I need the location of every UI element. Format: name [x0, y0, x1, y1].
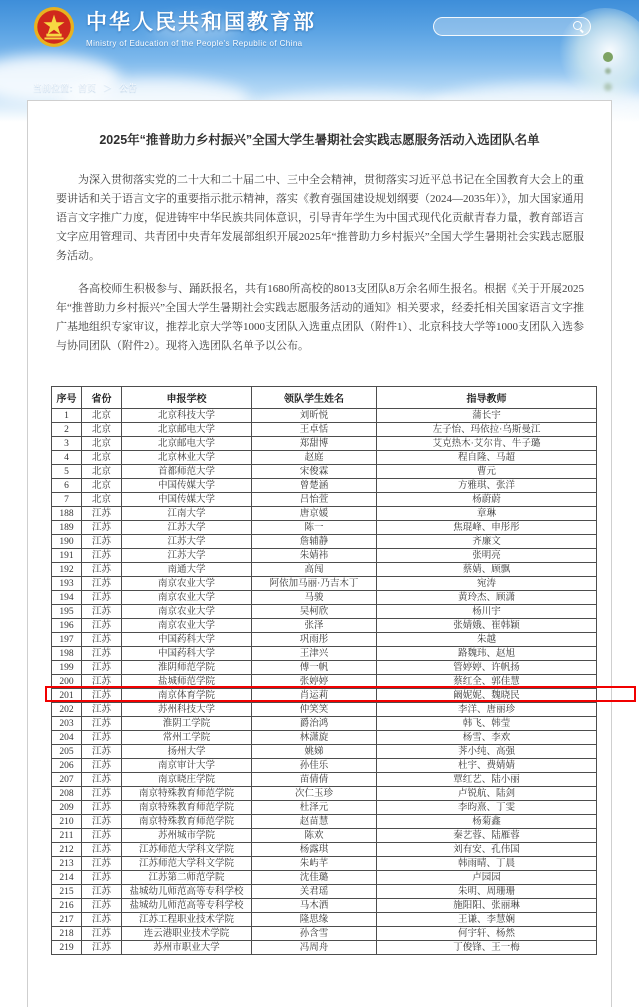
table-cell: 江苏 — [82, 857, 122, 871]
table-row — [52, 689, 597, 703]
table-cell: 路魏玮、赵旭 — [377, 647, 597, 661]
table-cell: 张婷婷 — [252, 675, 377, 689]
table-cell: 章琳 — [377, 507, 597, 521]
column-header-school: 申报学校 — [122, 387, 252, 409]
table-cell: 杨雪、李欢 — [377, 731, 597, 745]
table-row — [52, 423, 597, 437]
table-cell: 200 — [52, 675, 82, 689]
table-cell: 江苏 — [82, 801, 122, 815]
table-cell: 195 — [52, 605, 82, 619]
table-row — [52, 675, 597, 689]
table-cell: 何宇轩、杨然 — [377, 927, 597, 941]
table-cell: 中国药科大学 — [122, 633, 252, 647]
table-cell: 关君瑶 — [252, 885, 377, 899]
column-header-province: 省份 — [82, 387, 122, 409]
breadcrumb — [33, 81, 137, 94]
table-cell: 王卓恬 — [252, 423, 377, 437]
table-cell: 江苏 — [82, 521, 122, 535]
table-cell: 管婷婷、许帆扬 — [377, 661, 597, 675]
column-header-leader: 领队学生姓名 — [252, 387, 377, 409]
table-cell: 210 — [52, 815, 82, 829]
table-cell: 赵庭 — [252, 451, 377, 465]
table-cell: 左子怡、玛依拉·乌斯曼江 — [377, 423, 597, 437]
table-cell: 赵苗慧 — [252, 815, 377, 829]
table-cell: 江苏 — [82, 549, 122, 563]
national-emblem-icon — [33, 6, 75, 48]
table-cell: 吴柯欣 — [252, 605, 377, 619]
table-row — [52, 507, 597, 521]
table-cell: 南京晓庄学院 — [122, 773, 252, 787]
table-cell: 191 — [52, 549, 82, 563]
table-cell: 宋俊霖 — [252, 465, 377, 479]
table-cell: 卢锐航、陆剑 — [377, 787, 597, 801]
table-cell: 江苏 — [82, 717, 122, 731]
table-cell: 204 — [52, 731, 82, 745]
table-cell: 北京 — [82, 465, 122, 479]
table-cell: 江苏大学 — [122, 535, 252, 549]
table-cell: 江苏 — [82, 773, 122, 787]
content-panel — [27, 100, 612, 1007]
table-cell: 江苏 — [82, 927, 122, 941]
table-row — [52, 941, 597, 955]
table-cell: 7 — [52, 493, 82, 507]
table-row — [52, 521, 597, 535]
table-cell: 4 — [52, 451, 82, 465]
table-cell: 唐京媛 — [252, 507, 377, 521]
table-cell: 中国药科大学 — [122, 647, 252, 661]
table-row — [52, 591, 597, 605]
table-cell: 施阳阳、张丽琳 — [377, 899, 597, 913]
breadcrumb-separator: ＞ — [103, 83, 113, 93]
table-cell: 213 — [52, 857, 82, 871]
table-cell: 江苏 — [82, 913, 122, 927]
table-cell: 王津兴 — [252, 647, 377, 661]
table-cell: 北京邮电大学 — [122, 423, 252, 437]
table-cell: 张明亮 — [377, 549, 597, 563]
table-cell: 北京邮电大学 — [122, 437, 252, 451]
site-header — [33, 6, 316, 48]
table-cell: 214 — [52, 871, 82, 885]
table-cell: 江苏 — [82, 689, 122, 703]
table-row — [52, 885, 597, 899]
table-cell: 江苏 — [82, 661, 122, 675]
table-cell: 南京农业大学 — [122, 605, 252, 619]
table-cell: 杨川宇 — [377, 605, 597, 619]
table-cell: 江苏 — [82, 591, 122, 605]
table-cell: 曹元 — [377, 465, 597, 479]
table-cell: 北京 — [82, 451, 122, 465]
table-cell: 206 — [52, 759, 82, 773]
table-row — [52, 409, 597, 423]
table-cell: 傅一帆 — [252, 661, 377, 675]
table-cell: 219 — [52, 941, 82, 955]
table-cell: 常州工学院 — [122, 731, 252, 745]
document-paragraph-1: 为深入贯彻落实党的二十大和二十届二中、三中全会精神，贯彻落实习近平总书记在全国教育大会上的重要讲话和关于语言文字的重要指示批示精神，落实《教育强国建设规划纲要（2024—2035年）》，加大国家通用语言文字推广力度，促进铸牢中华民族共同体意识，引导青年学生为中国式现代化贡献青春力量，教育部语言文字应用管理司、共青团中央青年发展部组织开展2025年“推普助力乡村振兴”全国大学生暑期社会实践志愿服务活动。 — [56, 174, 584, 262]
table-cell: 194 — [52, 591, 82, 605]
table-cell: 高闯 — [252, 563, 377, 577]
table-cell: 刘有安、孔伟国 — [377, 843, 597, 857]
table-cell: 隆思缘 — [252, 913, 377, 927]
table-cell: 211 — [52, 829, 82, 843]
table-cell: 江苏 — [82, 647, 122, 661]
table-cell: 焦琨峰、申彤彤 — [377, 521, 597, 535]
table-cell: 阿依加马丽·乃吉木丁 — [252, 577, 377, 591]
table-cell: 南京农业大学 — [122, 577, 252, 591]
breadcrumb-label: 当前位置： — [33, 83, 79, 93]
table-cell: 马木洒 — [252, 899, 377, 913]
table-cell: 216 — [52, 899, 82, 913]
table-cell: 193 — [52, 577, 82, 591]
table-cell: 江苏 — [82, 619, 122, 633]
table-cell: 方雅琪、张洋 — [377, 479, 597, 493]
table-cell: 江苏师范大学科文学院 — [122, 857, 252, 871]
table-cell: 189 — [52, 521, 82, 535]
table-cell: 张泽 — [252, 619, 377, 633]
table-cell: 江苏 — [82, 745, 122, 759]
table-cell: 南京特殊教育师范学院 — [122, 815, 252, 829]
table-cell: 205 — [52, 745, 82, 759]
table-cell: 江苏大学 — [122, 549, 252, 563]
table-cell: 连云港职业技术学院 — [122, 927, 252, 941]
table-cell: 192 — [52, 563, 82, 577]
table-cell: 盐城幼儿师范高等专科学校 — [122, 899, 252, 913]
table-cell: 南京农业大学 — [122, 591, 252, 605]
table-cell: 北京 — [82, 479, 122, 493]
table-cell: 仲笑笑 — [252, 703, 377, 717]
table-row — [52, 535, 597, 549]
table-cell: 江苏 — [82, 535, 122, 549]
table-cell: 朱屿芊 — [252, 857, 377, 871]
table-cell: 215 — [52, 885, 82, 899]
table-cell: 韩雨晴、丁晨 — [377, 857, 597, 871]
table-cell: 杨蔚蔚 — [377, 493, 597, 507]
table-cell: 北京科技大学 — [122, 409, 252, 423]
table-cell: 190 — [52, 535, 82, 549]
table-cell: 199 — [52, 661, 82, 675]
table-cell: 江南大学 — [122, 507, 252, 521]
table-cell: 淮阴工学院 — [122, 717, 252, 731]
table-cell: 林潇旋 — [252, 731, 377, 745]
table-row — [52, 745, 597, 759]
table-cell: 江苏 — [82, 675, 122, 689]
table-row — [52, 787, 597, 801]
table-cell: 阚妮妮、魏晓民 — [377, 689, 597, 703]
results-table-body — [52, 409, 597, 955]
search-input[interactable] — [434, 18, 572, 35]
table-cell: 盐城师范学院 — [122, 675, 252, 689]
site-title: 中华人民共和国教育部 — [86, 11, 316, 34]
table-cell: 江苏工程职业技术学院 — [122, 913, 252, 927]
table-cell: 江苏 — [82, 703, 122, 717]
table-cell: 北京林业大学 — [122, 451, 252, 465]
table-cell: 杨菊鑫 — [377, 815, 597, 829]
table-cell: 冯周舟 — [252, 941, 377, 955]
table-cell: 曾楚涵 — [252, 479, 377, 493]
table-cell: 齐廉文 — [377, 535, 597, 549]
table-cell: 198 — [52, 647, 82, 661]
table-cell: 韩飞、韩莹 — [377, 717, 597, 731]
table-cell: 首都师范大学 — [122, 465, 252, 479]
table-cell: 詹辅静 — [252, 535, 377, 549]
table-cell: 杨露琪 — [252, 843, 377, 857]
table-cell: 南京体育学院 — [122, 689, 252, 703]
table-cell: 王谦、李慧娴 — [377, 913, 597, 927]
table-row — [52, 899, 597, 913]
table-row — [52, 843, 597, 857]
table-row — [52, 619, 597, 633]
table-cell: 北京 — [82, 409, 122, 423]
table-cell: 吕怡萱 — [252, 493, 377, 507]
table-row — [52, 717, 597, 731]
table-cell: 孙含雪 — [252, 927, 377, 941]
table-cell: 淮阴师范学院 — [122, 661, 252, 675]
breadcrumb-current-link[interactable]: 公告 — [119, 83, 138, 93]
table-cell: 爵治鸿 — [252, 717, 377, 731]
table-row — [52, 759, 597, 773]
table-cell: 盐城幼儿师范高等专科学校 — [122, 885, 252, 899]
table-cell: 江苏师范大学科文学院 — [122, 843, 252, 857]
table-cell: 江苏 — [82, 787, 122, 801]
table-cell: 201 — [52, 689, 82, 703]
table-cell: 卢园园 — [377, 871, 597, 885]
table-cell: 秦艺蓉、陆雁蓉 — [377, 829, 597, 843]
table-cell: 江苏大学 — [122, 521, 252, 535]
column-header-no: 序号 — [52, 387, 82, 409]
page-title: 2025年“推普助力乡村振兴”全国大学生暑期社会实践志愿服务活动入选团队名单 — [99, 133, 540, 147]
table-cell: 196 — [52, 619, 82, 633]
table-row — [52, 773, 597, 787]
table-cell: 苏州科技大学 — [122, 703, 252, 717]
table-cell: 北京 — [82, 423, 122, 437]
table-cell: 扬州大学 — [122, 745, 252, 759]
site-subtitle: Ministry of Education of the People's Republic of China — [86, 39, 303, 48]
table-cell: 苏州城市学院 — [122, 829, 252, 843]
table-cell: 江苏 — [82, 577, 122, 591]
table-cell: 中国传媒大学 — [122, 493, 252, 507]
table-cell: 覃红艺、陆小丽 — [377, 773, 597, 787]
table-cell: 209 — [52, 801, 82, 815]
table-cell: 程自隆、马超 — [377, 451, 597, 465]
table-cell: 苗倩倩 — [252, 773, 377, 787]
table-cell: 黄玲杰、顾潇 — [377, 591, 597, 605]
table-cell: 丁俊锋、王一梅 — [377, 941, 597, 955]
table-cell: 刘昕悦 — [252, 409, 377, 423]
table-cell: 南京审计大学 — [122, 759, 252, 773]
table-cell: 江苏 — [82, 843, 122, 857]
table-cell: 6 — [52, 479, 82, 493]
site-titles — [86, 6, 316, 48]
table-cell: 巩雨彤 — [252, 633, 377, 647]
table-cell: 3 — [52, 437, 82, 451]
search-box[interactable] — [433, 17, 591, 36]
table-cell: 212 — [52, 843, 82, 857]
table-cell: 江苏 — [82, 871, 122, 885]
table-cell: 江苏 — [82, 563, 122, 577]
table-cell: 中国传媒大学 — [122, 479, 252, 493]
table-cell: 218 — [52, 927, 82, 941]
table-row — [52, 479, 597, 493]
table-cell: 沈佳璐 — [252, 871, 377, 885]
table-row — [52, 563, 597, 577]
table-cell: 北京 — [82, 437, 122, 451]
table-cell: 蒲长宇 — [377, 409, 597, 423]
table-cell: 北京 — [82, 493, 122, 507]
table-row — [52, 605, 597, 619]
table-cell: 1 — [52, 409, 82, 423]
table-cell: 陈一 — [252, 521, 377, 535]
table-cell: 江苏第二师范学院 — [122, 871, 252, 885]
table-cell: 孙佳乐 — [252, 759, 377, 773]
table-cell: 李洋、唐丽珍 — [377, 703, 597, 717]
table-cell: 朱越 — [377, 633, 597, 647]
table-row — [52, 815, 597, 829]
column-header-teacher: 指导教师 — [377, 387, 597, 409]
table-row — [52, 661, 597, 675]
table-row — [52, 801, 597, 815]
table-row — [52, 703, 597, 717]
table-cell: 188 — [52, 507, 82, 521]
table-cell: 江苏 — [82, 815, 122, 829]
table-cell: 宛涛 — [377, 577, 597, 591]
table-row — [52, 549, 597, 563]
results-table — [51, 386, 597, 955]
table-cell: 江苏 — [82, 885, 122, 899]
table-row — [52, 577, 597, 591]
table-cell: 5 — [52, 465, 82, 479]
table-cell: 江苏 — [82, 507, 122, 521]
table-row — [52, 871, 597, 885]
table-cell: 南通大学 — [122, 563, 252, 577]
table-cell: 203 — [52, 717, 82, 731]
table-row — [52, 493, 597, 507]
table-cell: 苏州市职业大学 — [122, 941, 252, 955]
table-cell: 江苏 — [82, 605, 122, 619]
table-row — [52, 913, 597, 927]
search-icon[interactable] — [572, 20, 585, 33]
table-cell: 张婧娥、崔韩颖 — [377, 619, 597, 633]
breadcrumb-home-link[interactable]: 首页 — [78, 83, 97, 93]
table-cell: 艾克热木·艾尔肯、牛子璐 — [377, 437, 597, 451]
table-row — [52, 437, 597, 451]
table-cell: 217 — [52, 913, 82, 927]
table-row — [52, 451, 597, 465]
table-cell: 肖运莉 — [252, 689, 377, 703]
table-cell: 江苏 — [82, 941, 122, 955]
table-row — [52, 647, 597, 661]
table-row — [52, 731, 597, 745]
table-cell: 朱明、周珊珊 — [377, 885, 597, 899]
table-cell: 杜泽元 — [252, 801, 377, 815]
table-cell: 陈欢 — [252, 829, 377, 843]
table-cell: 江苏 — [82, 759, 122, 773]
document-paragraph-2: 各高校师生积极参与、踊跃报名，共有1680所高校的8013支团队8万余名师生报名。根据《关于开展2025年“推普助力乡村振兴”全国大学生暑期社会实践志愿服务活动的通知》相关要求，经委托相关国家语言文字推广基地组织专家审议，推荐北京大学等1000支团队入选重点团队（附件1）、北京科技大学等1000支团队入选参与协同团队（附件2）。现将入选团队名单予以公布。 — [56, 283, 584, 352]
table-cell: 202 — [52, 703, 82, 717]
table-row — [52, 927, 597, 941]
table-row — [52, 829, 597, 843]
table-cell: 南京特殊教育师范学院 — [122, 787, 252, 801]
table-cell: 南京特殊教育师范学院 — [122, 801, 252, 815]
table-cell: 李昀熹、丁雯 — [377, 801, 597, 815]
table-cell: 郑甜博 — [252, 437, 377, 451]
table-cell: 207 — [52, 773, 82, 787]
table-cell: 次仁玉珍 — [252, 787, 377, 801]
table-cell: 马骏 — [252, 591, 377, 605]
table-cell: 朱婧祎 — [252, 549, 377, 563]
table-header-row — [52, 387, 597, 409]
table-cell: 江苏 — [82, 899, 122, 913]
table-cell: 2 — [52, 423, 82, 437]
table-cell: 蔡婧、顾飘 — [377, 563, 597, 577]
table-row — [52, 465, 597, 479]
table-row — [52, 857, 597, 871]
table-cell: 姚娣 — [252, 745, 377, 759]
table-cell: 208 — [52, 787, 82, 801]
table-cell: 南京农业大学 — [122, 619, 252, 633]
table-cell: 197 — [52, 633, 82, 647]
table-row — [52, 633, 597, 647]
table-cell: 杜宇、费婧婧 — [377, 759, 597, 773]
table-cell: 蔡红全、郭佳慧 — [377, 675, 597, 689]
table-cell: 江苏 — [82, 829, 122, 843]
table-cell: 荠小纯、高强 — [377, 745, 597, 759]
table-cell: 江苏 — [82, 633, 122, 647]
table-cell: 江苏 — [82, 731, 122, 745]
